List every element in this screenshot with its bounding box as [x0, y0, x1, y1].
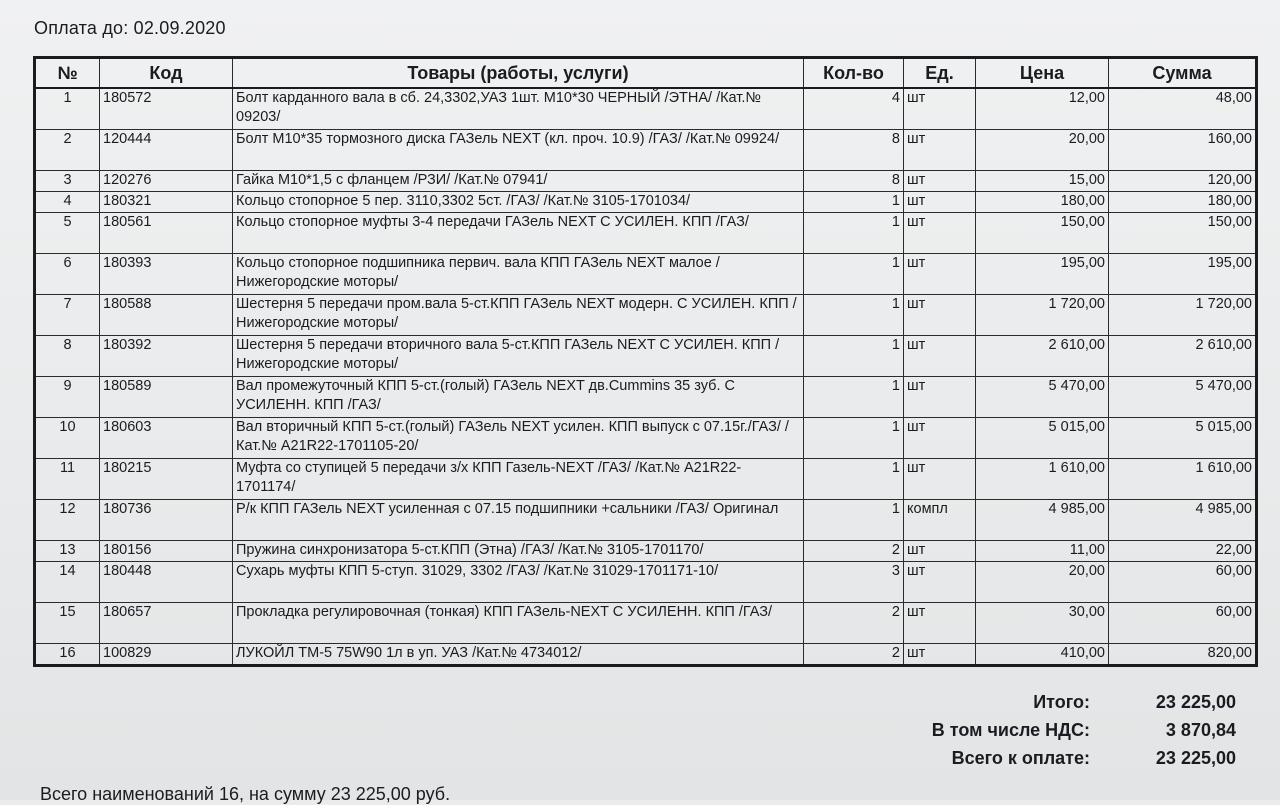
total-label: Итого: [1033, 692, 1090, 712]
table-row [35, 418, 1257, 459]
row-num: 5 [35, 213, 100, 254]
row-name: Муфта со ступицей 5 передачи з/х КПП Газель-NEXT /ГАЗ/ /Кат.№ A21R22-1701174/ [233, 459, 804, 500]
row-name: Кольцо стопорное 5 пер. 3110,3302 5ст. /ГАЗ/ /Кат.№ 3105-1701034/ [233, 192, 804, 213]
row-num: 12 [35, 500, 100, 541]
row-sum: 195,00 [1109, 254, 1257, 295]
row-sum: 4 985,00 [1109, 500, 1257, 541]
row-code: 180657 [100, 603, 233, 644]
row-price: 15,00 [976, 171, 1109, 192]
row-code: 180603 [100, 418, 233, 459]
col-num-header: № [35, 58, 100, 89]
row-unit: шт [904, 418, 976, 459]
row-sum: 60,00 [1109, 603, 1257, 644]
row-num: 1 [35, 88, 100, 130]
row-code: 100829 [100, 644, 233, 666]
row-code: 180156 [100, 541, 233, 562]
row-code: 120444 [100, 130, 233, 171]
table-row [35, 459, 1257, 500]
row-qty: 8 [804, 130, 904, 171]
row-sum: 5 015,00 [1109, 418, 1257, 459]
row-qty: 2 [804, 541, 904, 562]
vat-label: В том числе НДС: [931, 720, 1090, 740]
row-price: 195,00 [976, 254, 1109, 295]
row-qty: 1 [804, 377, 904, 418]
row-num: 8 [35, 336, 100, 377]
table-row [35, 500, 1257, 541]
row-name: Вал промежуточный КПП 5-ст.(голый) ГАЗель NEXT дв.Cummins 35 зуб. С УСИЛЕНН. КПП /ГАЗ/ [233, 377, 804, 418]
row-price: 410,00 [976, 644, 1109, 666]
row-unit: шт [904, 336, 976, 377]
row-code: 180448 [100, 562, 233, 603]
row-sum: 2 610,00 [1109, 336, 1257, 377]
table-row [35, 377, 1257, 418]
row-num: 13 [35, 541, 100, 562]
row-sum: 160,00 [1109, 130, 1257, 171]
col-code-header: Код [100, 58, 233, 89]
row-price: 1 720,00 [976, 295, 1109, 336]
row-code: 120276 [100, 171, 233, 192]
row-qty: 1 [804, 254, 904, 295]
table-row [35, 644, 1257, 666]
row-sum: 820,00 [1109, 644, 1257, 666]
pay-until-date: Оплата до: 02.09.2020 [34, 18, 226, 38]
row-num: 11 [35, 459, 100, 500]
table-row [35, 336, 1257, 377]
row-price: 5 470,00 [976, 377, 1109, 418]
table-row [35, 213, 1257, 254]
row-price: 12,00 [976, 88, 1109, 130]
items-table [33, 56, 1258, 667]
row-num: 4 [35, 192, 100, 213]
row-name: Р/к КПП ГАЗель NEXT усиленная с 07.15 подшипники +сальники /ГАЗ/ Оригинал [233, 500, 804, 541]
row-sum: 5 470,00 [1109, 377, 1257, 418]
row-name: Кольцо стопорное муфты 3-4 передачи ГАЗель NEXT С УСИЛЕН. КПП /ГАЗ/ [233, 213, 804, 254]
row-code: 180572 [100, 88, 233, 130]
row-name: Гайка М10*1,5 с фланцем /РЗИ/ /Кат.№ 07941/ [233, 171, 804, 192]
row-price: 30,00 [976, 603, 1109, 644]
total-value: 23 225,00 [1155, 692, 1236, 712]
row-num: 2 [35, 130, 100, 171]
vat-value: 3 870,84 [1165, 720, 1236, 740]
summary-text: Всего наименований 16, на сумму 23 225,00 руб. [40, 784, 451, 804]
row-name: Сухарь муфты КПП 5-ступ. 31029, 3302 /ГАЗ/ /Кат.№ 31029-1701171-10/ [233, 562, 804, 603]
row-qty: 1 [804, 192, 904, 213]
row-num: 15 [35, 603, 100, 644]
row-price: 20,00 [976, 130, 1109, 171]
row-name: Шестерня 5 передачи вторичного вала 5-ст.КПП ГАЗель NEXT С УСИЛЕН. КПП /Нижегородские моторы/ [233, 336, 804, 377]
row-code: 180393 [100, 254, 233, 295]
table-row [35, 192, 1257, 213]
row-unit: шт [904, 459, 976, 500]
row-num: 3 [35, 171, 100, 192]
row-unit: шт [904, 88, 976, 130]
row-price: 180,00 [976, 192, 1109, 213]
table-header-row [35, 58, 1257, 89]
row-num: 16 [35, 644, 100, 666]
vat-line [880, 720, 1240, 748]
row-num: 14 [35, 562, 100, 603]
row-sum: 48,00 [1109, 88, 1257, 130]
row-unit: шт [904, 130, 976, 171]
row-code: 180588 [100, 295, 233, 336]
table-row [35, 130, 1257, 171]
row-sum: 22,00 [1109, 541, 1257, 562]
table-row [35, 541, 1257, 562]
row-sum: 150,00 [1109, 213, 1257, 254]
row-sum: 180,00 [1109, 192, 1257, 213]
row-unit: шт [904, 171, 976, 192]
row-unit: шт [904, 603, 976, 644]
row-code: 180589 [100, 377, 233, 418]
row-sum: 1 720,00 [1109, 295, 1257, 336]
row-price: 11,00 [976, 541, 1109, 562]
row-qty: 1 [804, 459, 904, 500]
row-name: Болт М10*35 тормозного диска ГАЗель NEXT (кл. проч. 10.9) /ГАЗ/ /Кат.№ 09924/ [233, 130, 804, 171]
table-row [35, 88, 1257, 130]
row-unit: шт [904, 254, 976, 295]
due-value: 23 225,00 [1155, 748, 1236, 768]
row-code: 180215 [100, 459, 233, 500]
row-unit: шт [904, 192, 976, 213]
row-num: 6 [35, 254, 100, 295]
due-line [880, 748, 1240, 776]
row-qty: 1 [804, 418, 904, 459]
row-name: ЛУКОЙЛ ТМ-5 75W90 1л в уп. УАЗ /Кат.№ 4734012/ [233, 644, 804, 666]
table-row [35, 171, 1257, 192]
row-name: Вал вторичный КПП 5-ст.(голый) ГАЗель NEXT усилен. КПП выпуск с 07.15г./ГАЗ/ /Кат.№ A21R22-1701105-20/ [233, 418, 804, 459]
col-price-header: Цена [976, 58, 1109, 89]
table-row [35, 295, 1257, 336]
row-name: Шестерня 5 передачи пром.вала 5-ст.КПП ГАЗель NEXT модерн. С УСИЛЕН. КПП /Нижегородские моторы/ [233, 295, 804, 336]
row-qty: 1 [804, 336, 904, 377]
row-qty: 8 [804, 171, 904, 192]
row-sum: 120,00 [1109, 171, 1257, 192]
row-num: 9 [35, 377, 100, 418]
row-qty: 2 [804, 644, 904, 666]
row-sum: 1 610,00 [1109, 459, 1257, 500]
row-unit: шт [904, 541, 976, 562]
row-name: Кольцо стопорное подшипника первич. вала КПП ГАЗель NEXT малое /Нижегородские моторы/ [233, 254, 804, 295]
row-name: Пружина синхронизатора 5-ст.КПП (Этна) /ГАЗ/ /Кат.№ 3105-1701170/ [233, 541, 804, 562]
row-price: 2 610,00 [976, 336, 1109, 377]
col-sum-header: Сумма [1109, 58, 1257, 89]
row-sum: 60,00 [1109, 562, 1257, 603]
row-num: 7 [35, 295, 100, 336]
row-unit: шт [904, 213, 976, 254]
col-name-header: Товары (работы, услуги) [233, 58, 804, 89]
row-name: Прокладка регулировочная (тонкая) КПП ГАЗель-NEXT С УСИЛЕНН. КПП /ГАЗ/ [233, 603, 804, 644]
row-unit: шт [904, 644, 976, 666]
row-num: 10 [35, 418, 100, 459]
table-row [35, 254, 1257, 295]
col-unit-header: Ед. [904, 58, 976, 89]
row-qty: 2 [804, 603, 904, 644]
row-code: 180392 [100, 336, 233, 377]
totals-block [880, 692, 1240, 776]
row-code: 180736 [100, 500, 233, 541]
row-price: 20,00 [976, 562, 1109, 603]
row-qty: 4 [804, 88, 904, 130]
table-row [35, 562, 1257, 603]
row-price: 5 015,00 [976, 418, 1109, 459]
total-line [880, 692, 1240, 720]
row-unit: шт [904, 377, 976, 418]
row-qty: 1 [804, 500, 904, 541]
col-qty-header: Кол-во [804, 58, 904, 89]
due-label: Всего к оплате: [951, 748, 1090, 768]
row-unit: шт [904, 295, 976, 336]
row-code: 180321 [100, 192, 233, 213]
row-price: 4 985,00 [976, 500, 1109, 541]
row-price: 1 610,00 [976, 459, 1109, 500]
row-qty: 3 [804, 562, 904, 603]
row-price: 150,00 [976, 213, 1109, 254]
row-code: 180561 [100, 213, 233, 254]
row-name: Болт карданного вала в сб. 24,3302,УАЗ 1шт. М10*30 ЧЕРНЫЙ /ЭТНА/ /Кат.№ 09203/ [233, 88, 804, 130]
table-row [35, 603, 1257, 644]
row-unit: шт [904, 562, 976, 603]
row-qty: 1 [804, 295, 904, 336]
row-unit: компл [904, 500, 976, 541]
row-qty: 1 [804, 213, 904, 254]
